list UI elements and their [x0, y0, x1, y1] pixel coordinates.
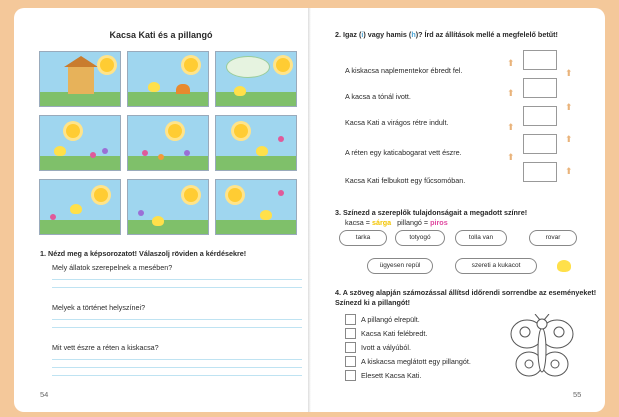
order-box-5[interactable]	[345, 370, 356, 381]
footprint-icon: ⬆	[507, 58, 515, 68]
trait-tag[interactable]: tolla van	[455, 230, 507, 246]
answer-line[interactable]	[52, 327, 302, 328]
question-2: 2. Igaz (i) vagy hamis (h)? Írd az állítások mellé a megfelelő betűt!	[335, 30, 558, 39]
duck-image	[234, 86, 246, 96]
duck-image	[152, 216, 164, 226]
sun-image	[184, 58, 198, 72]
page-number: 55	[573, 390, 582, 399]
footprint-icon: ⬆	[565, 134, 573, 144]
order-box-2[interactable]	[345, 328, 356, 339]
answer-line[interactable]	[52, 319, 302, 320]
story-panel-7	[39, 179, 121, 235]
story-panel-2	[127, 51, 209, 107]
story-panel-6	[215, 115, 297, 171]
story-panel-5	[127, 115, 209, 171]
i-letter-icon: i	[361, 30, 364, 39]
sun-image	[228, 188, 242, 202]
flower-image	[50, 214, 56, 220]
order-box-3[interactable]	[345, 342, 356, 353]
story-panel-4	[39, 115, 121, 171]
event-1: A pillangó elrepült.	[361, 315, 420, 324]
q1-item-2: Melyek a történet helyszínei?	[52, 303, 146, 312]
butterfly-image	[278, 190, 284, 196]
statement-3: Kacsa Kati a virágos rétre indult.	[345, 118, 449, 127]
sun-image	[66, 124, 80, 138]
statement-4: A réten egy katicabogarat vett észre.	[345, 148, 462, 157]
butterfly-image	[278, 136, 284, 142]
story-panel-1	[39, 51, 121, 107]
trait-tag[interactable]: totyogó	[395, 230, 445, 246]
answer-line[interactable]	[52, 359, 302, 360]
sun-image	[234, 124, 248, 138]
duck-image	[260, 210, 272, 220]
footprint-icon: ⬆	[565, 68, 573, 78]
right-page	[311, 8, 605, 412]
story-panel-9	[215, 179, 297, 235]
sun-image	[94, 188, 108, 202]
question-1: 1. Nézd meg a képsorozatot! Válaszolj röviden a kérdésekre!	[40, 249, 247, 258]
legend-yellow: sárga	[371, 218, 392, 227]
trait-tag[interactable]: rovar	[529, 230, 577, 246]
trait-tag[interactable]: ügyesen repül	[367, 258, 433, 274]
question-4: 4. A szöveg alapján számozással állítsd időrendi sorrendbe az eseményeket! Színezd ki a pillangót!	[335, 288, 597, 307]
story-panel-3	[215, 51, 297, 107]
sun-image	[168, 124, 182, 138]
statement-2: A kacsa a tónál ivott.	[345, 92, 411, 101]
answer-box-2[interactable]	[523, 78, 557, 98]
flower-image	[138, 210, 144, 216]
sun-image	[184, 188, 198, 202]
trait-tag[interactable]: tarka	[339, 230, 387, 246]
flower-image	[184, 150, 190, 156]
flower-image	[158, 154, 164, 160]
duck-image	[256, 146, 268, 156]
butterfly-coloring-image[interactable]	[507, 314, 577, 384]
page-title: Kacsa Kati és a pillangó	[109, 30, 213, 40]
page-number: 54	[40, 390, 49, 399]
answer-line[interactable]	[52, 375, 302, 376]
statement-5: Kacsa Kati felbukott egy fűcsomóban.	[345, 176, 466, 185]
trough-image	[176, 84, 190, 94]
flower-image	[142, 150, 148, 156]
h-letter-icon: h	[411, 30, 416, 39]
footprint-icon: ⬆	[565, 166, 573, 176]
story-panel-8	[127, 179, 209, 235]
event-3: Ivott a vályúból.	[361, 343, 411, 352]
flower-image	[90, 152, 96, 158]
footprint-icon: ⬆	[507, 152, 515, 162]
flower-image	[102, 148, 108, 154]
answer-line[interactable]	[52, 287, 302, 288]
order-box-1[interactable]	[345, 314, 356, 325]
order-box-4[interactable]	[345, 356, 356, 367]
event-2: Kacsa Kati felébredt.	[361, 329, 428, 338]
answer-box-5[interactable]	[523, 162, 557, 182]
sun-image	[276, 58, 290, 72]
footprint-icon: ⬆	[507, 88, 515, 98]
answer-line[interactable]	[52, 279, 302, 280]
duck-image	[557, 260, 571, 272]
event-4: A kiskacsa meglátott egy pillangót.	[361, 357, 471, 366]
statement-1: A kiskacsa naplementekor ébredt fel.	[345, 66, 463, 75]
q1-item-3: Mit vett észre a réten a kiskacsa?	[52, 343, 159, 352]
q1-item-1: Mely állatok szerepelnek a mesében?	[52, 263, 173, 272]
answer-box-3[interactable]	[523, 106, 557, 126]
color-legend: kacsa = sárga pillangó = piros	[345, 218, 448, 227]
left-page	[14, 8, 308, 412]
answer-line[interactable]	[52, 367, 302, 368]
footprint-icon: ⬆	[507, 122, 515, 132]
answer-box-1[interactable]	[523, 50, 557, 70]
trait-tag[interactable]: szereti a kukacot	[455, 258, 537, 274]
question-3: 3. Színezd a szereplők tulajdonságait a megadott színre!	[335, 208, 528, 217]
duck-coop-image	[68, 66, 94, 94]
legend-pink: piros	[430, 218, 448, 227]
footprint-icon: ⬆	[565, 102, 573, 112]
event-5: Elesett Kacsa Kati.	[361, 371, 422, 380]
answer-box-4[interactable]	[523, 134, 557, 154]
duck-image	[148, 82, 160, 92]
thought-bubble-image	[226, 56, 270, 78]
duck-image	[70, 204, 82, 214]
duck-image	[54, 146, 66, 156]
sun-image	[100, 58, 114, 72]
